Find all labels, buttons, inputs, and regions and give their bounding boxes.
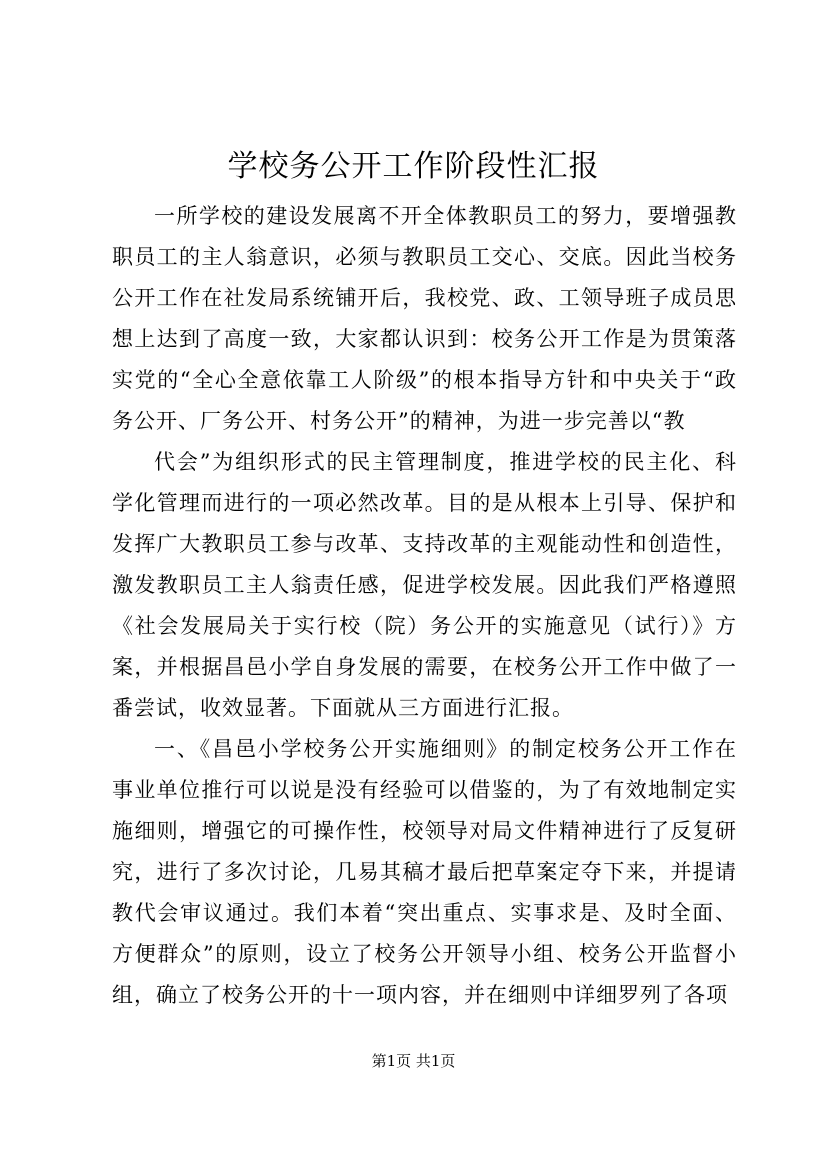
paragraph-1: 一所学校的建设发展离不开全体教职员工的努力，要增强教职员工的主人翁意识，必须与教职员工交心、交底。因此当校务公开工作在社发局系统铺开后，我校党、政、工领导班子成员思想上达到了高度一致，大家都认识到：校务公开工作是为贯策落实党的“全心全意依靠工人阶级”的根本指导方针和中央关于“政务公开、厂务公开、村务公开”的精神，为进一步完善以“教 (112, 204, 737, 433)
paragraph-3: 一、《昌邑小学校务公开实施细则》的制定校务公开工作在事业单位推行可以说是没有经验可以借鉴的，为了有效地制定实施细则，增强它的可操作性，校领导对局文件精神进行了反复研究，进行了多次讨论，几易其稿才最后把草案定夺下来，并提请教代会审议通过。我们本着“突出重点、实事求是、及时全面、方便群众”的原则，设立了校务公开领导小组、校务公开监督小组，确立了校务公开的十一项内容，并在细则中详细罗列了各项 (112, 737, 737, 1007)
paragraph-2: 代会”为组织形式的民主管理制度，推进学校的民主化、科学化管理而进行的一项必然改革。目的是从根本上引导、保护和发挥广大教职员工参与改革、支持改革的主观能动性和创造性，激发教职员工主人翁责任感，促进学校发展。因此我们严格遵照《社会发展局关于实行校（院）务公开的实施意见（试行）》方案，并根据昌邑小学自身发展的需要，在校务公开工作中做了一番尝试，收效显著。下面就从三方面进行汇报。 (112, 450, 737, 720)
page-footer: 第1页 共1页 (371, 1052, 456, 1070)
document-body (112, 196, 737, 1016)
document-title: 学校务公开工作阶段性汇报 (227, 149, 600, 184)
